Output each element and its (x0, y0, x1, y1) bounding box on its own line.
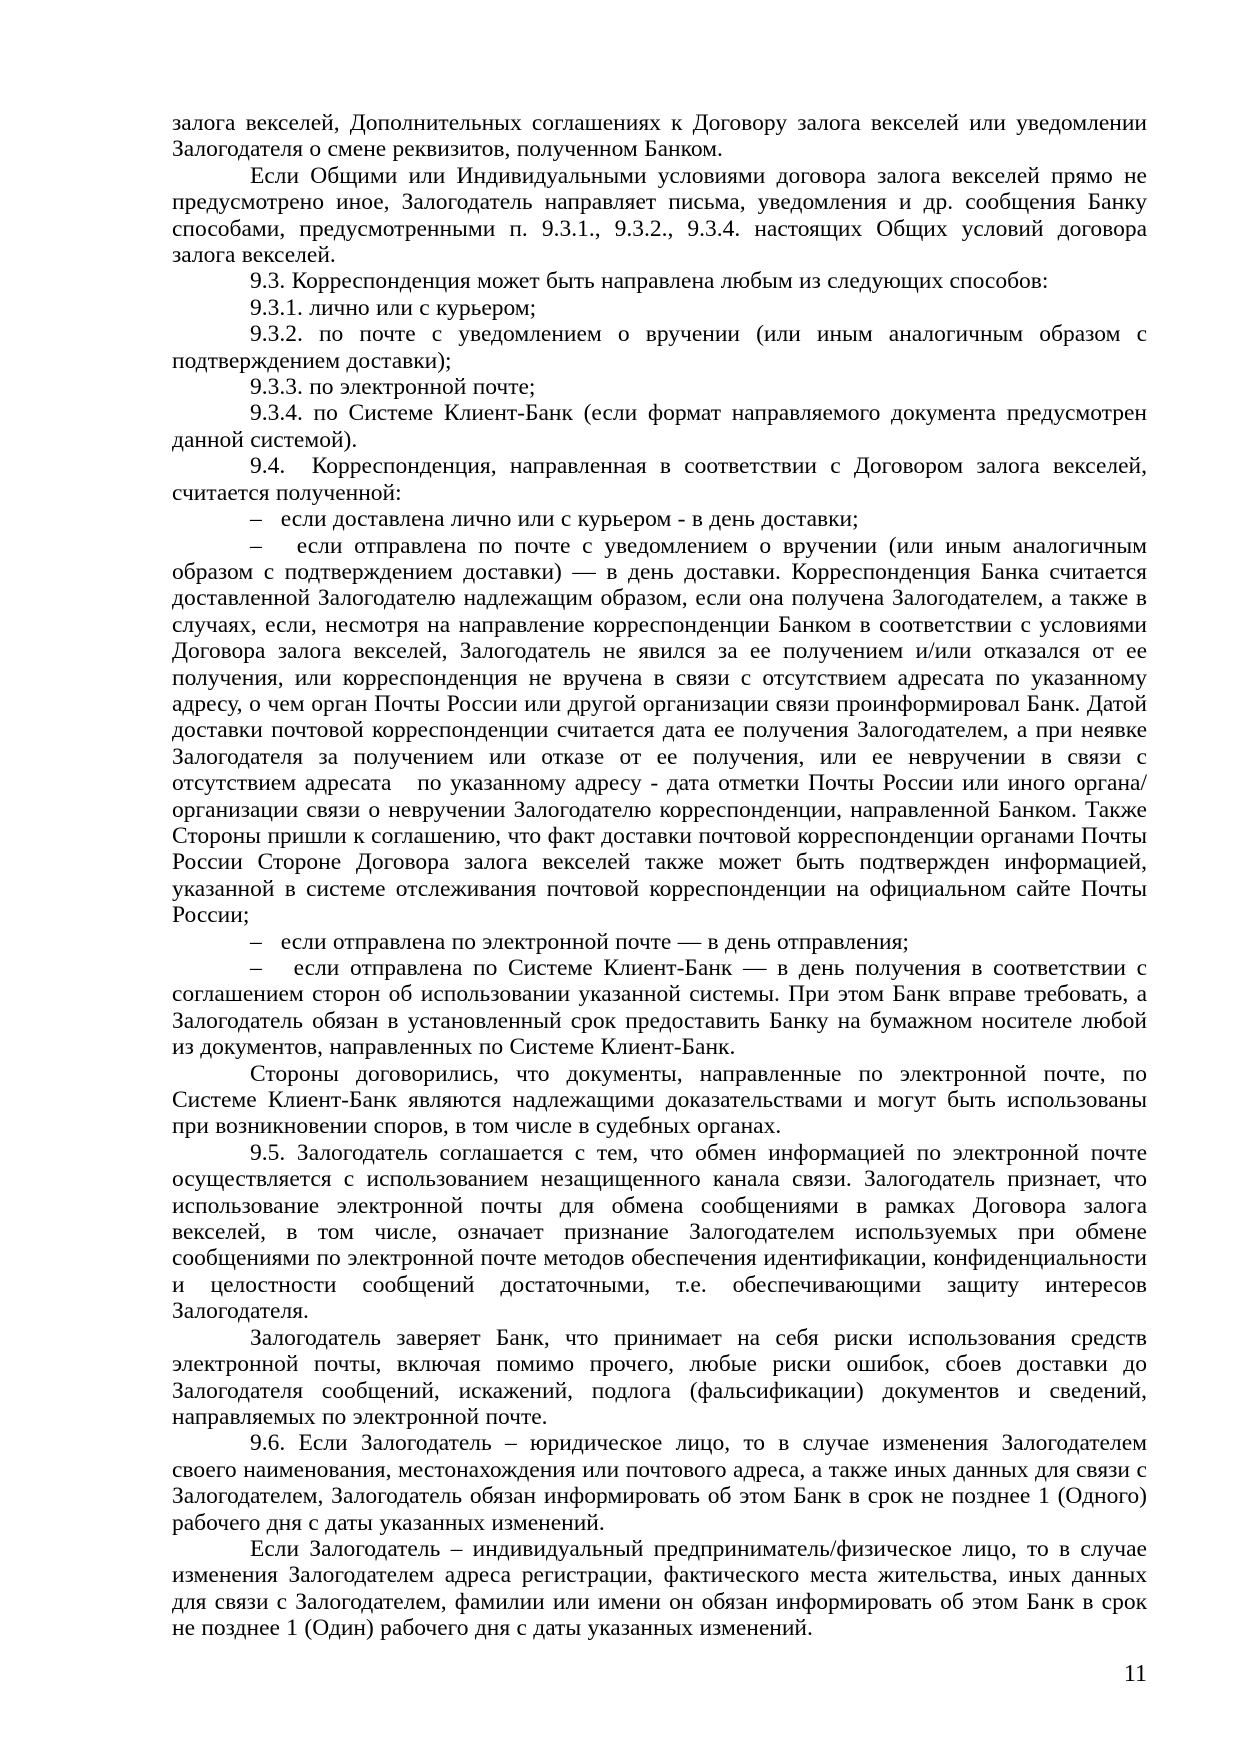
page-number: 11 (1123, 1661, 1147, 1687)
bullet-paragraph: – если отправлена по почте с уведомлением о вручении (или иным аналогичным образом с подтверждением доставки) — в день доставки. Корреспонденция Банка считается доставленной Залогодателю надлежащим образом, если она получена Залогодателем, а также в случаях, если, несмотря на направление корреспонденции Банком в соответствии с условиями Договора залога векселей, Залогодатель не явился за ее получением и/или отказался от ее получения, или корреспонденция не вручена в связи с отсутствием адресата по указанному адресу, о чем орган Почты России или другой организации связи проинформировал Банк. Датой доставки почтовой корреспонденции считается дата ее получения Залогодателем, а при неявке Залогодателя за получением или отказе от ее получения, или ее невручении в связи с отсутствием адресата по указанному адресу - дата отметки Почты России или иного органа/организации связи о невручении Залогодателю корреспонденции, направленной Банком. Также Стороны пришли к соглашению, что факт доставки почтовой корреспонденции органами Почты России Стороне Договора залога векселей также может быть подтвержден информацией, указанной в системе отслеживания почтовой корреспонденции на официальном сайте Почты России; (172, 532, 1147, 929)
bullet-paragraph: – если отправлена по Системе Клиент-Банк — в день получения в соответствии с соглашением сторон об использовании указанной системы. При этом Банк вправе требовать, а Залогодатель обязан в установленный срок предоставить Банку на бумажном носителе любой из документов, направленных по Системе Клиент-Банк. (172, 955, 1147, 1061)
paragraph: 9.3.4. по Системе Клиент-Банк (если формат направляемого документа предусмотрен данной системой). (172, 400, 1147, 453)
paragraph: Если Залогодатель – индивидуальный предприниматель/физическое лицо, то в случае изменения Залогодателем адреса регистрации, фактического места жительства, иных данных для связи с Залогодателем, фамилии или имени он обязан информировать об этом Банк в срок не позднее 1 (Один) рабочего дня с даты указанных изменений. (172, 1535, 1147, 1642)
paragraph: 9.3.2. по почте с уведомлением о вручении (или иным аналогичным образом с подтверждением доставки); (172, 321, 1147, 374)
bullet-paragraph: – если отправлена по электронной почте — в день отправления; (250, 928, 909, 955)
document-body (172, 110, 1147, 1642)
paragraph: Если Общими или Индивидуальными условиями договора залога векселей прямо не предусмотрено иное, Залогодатель направляет письма, уведомления и др. сообщения Банку способами, предусмотренными п. 9.3.1., 9.3.2., 9.3.4. настоящих Общих условий договора залога векселей. (172, 162, 1147, 269)
paragraph: 9.5. Залогодатель соглашается с тем, что обмен информацией по электронной почте осуществляется с использованием незащищенного канала связи. Залогодатель признает, что использование электронной почты для обмена сообщениями в рамках Договора залога векселей, в том числе, означает признание Залогодателем используемых при обмене сообщениями по электронной почте методов обеспечения идентификации, конфиденциальности и целостности сообщений достаточными, т.е. обеспечивающими защиту интересов Залогодателя. (172, 1139, 1147, 1325)
bullet-paragraph: – если доставлена лично или с курьером - в день доставки; (250, 506, 859, 533)
paragraph: 9.3.1. лично или с курьером; (250, 294, 537, 321)
paragraph: 9.6. Если Залогодатель – юридическое лицо, то в случае изменения Залогодателем своего наименования, местонахождения или почтового адреса, а также иных данных для связи с Залогодателем, Залогодатель обязан информировать об этом Банк в срок не позднее 1 (Одного) рабочего дня с даты указанных изменений. (172, 1430, 1147, 1536)
paragraph: 9.4. Корреспонденция, направленная в соответствии с Договором залога векселей, считается полученной: (172, 453, 1147, 506)
paragraph: залога векселей, Дополнительных соглашениях к Договору залога векселей или уведомлении Залогодателя о смене реквизитов, полученном Банком. (172, 110, 1147, 163)
paragraph: Стороны договорились, что документы, направленные по электронной почте, по Системе Клиент-Банк являются надлежащими доказательствами и могут быть использованы при возникновении споров, в том числе в судебных органах. (172, 1060, 1147, 1140)
paragraph: 9.3. Корреспонденция может быть направлена любым из следующих способов: (250, 268, 1049, 295)
paragraph: 9.3.3. по электронной почте; (250, 374, 536, 401)
paragraph: Залогодатель заверяет Банк, что принимает на себя риски использования средств электронной почты, включая помимо прочего, любые риски ошибок, сбоев доставки до Залогодателя сообщений, искажений, подлога (фальсификации) документов и сведений, направляемых по электронной почте. (172, 1324, 1147, 1430)
